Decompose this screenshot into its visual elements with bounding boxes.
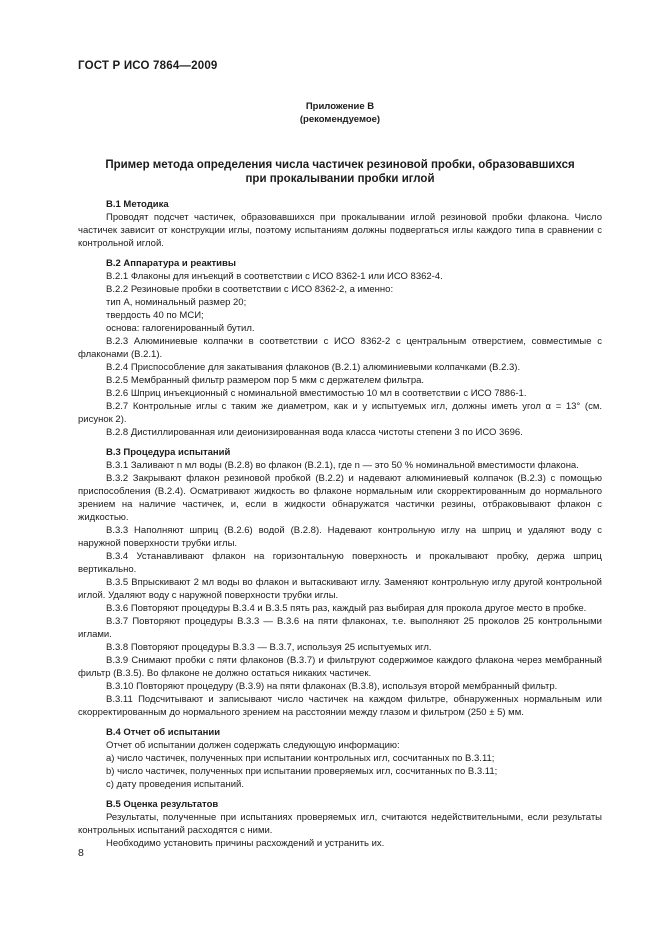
paragraph: Отчет об испытании должен содержать следующую информацию: [106,740,400,751]
page-number: 8 [78,847,84,859]
paragraph: твердость 40 по МСИ; [106,310,204,321]
appendix-label: Приложение В [305,101,375,112]
paragraph: В.2.4 Приспособление для закатывания флаконов (В.2.1) алюминиевыми колпачками (В.2.3). [106,362,521,373]
paragraph: Результаты, полученные при испытаниях проверяемых игл, считаются недействительными, если результаты контрольных испытаний расходятся с ними. [78,812,602,836]
paragraph: тип А, номинальный размер 20; [106,297,247,308]
paragraph: В.2.8 Дистиллированная или деионизированная вода класса чистоты степени 3 по ИСО 3696. [106,427,523,438]
list-item-b: b) число частичек, полученных при испытании проверяемых игл, сосчитанных по В.3.11; [106,766,498,777]
paragraph: В.3.6 Повторяют процедуры В.3.4 и В.3.5 пять раз, каждый раз выбирая для прокола другое место в пробке. [106,603,587,614]
document-code: ГОСТ Р ИСО 7864—2009 [78,60,218,72]
section-heading-b4: В.4 Отчет об испытании [106,727,221,738]
list-item-c: c) дату проведения испытаний. [106,779,244,790]
paragraph: В.3.2 Закрывают флакон резиновой пробкой (В.2.2) и надевают алюминиевый колпачок (В.2.3) с помощью приспособления (В.2.4). Осматривают жидкость во флаконе нормальным или скорректированным до нормального зрением на наличие частичек, и, если в жидкости обнаружатся частички резины, отбраковывают флакон с жидкостью. [78,473,602,523]
paragraph: В.2.7 Контрольные иглы с таким же диаметром, как и у испытуемых игл, должны иметь угол α = 13° (см. рисунок 2). [78,401,602,425]
paragraph: В.2.5 Мембранный фильтр размером пор 5 мкм с держателем фильтра. [106,375,425,386]
document-title-line-1: Пример метода определения числа частичек резиновой пробки, образовавшихся [105,159,575,171]
paragraph: В.3.8 Повторяют процедуры В.3.3 — В.3.7, используя 25 испытуемых игл. [106,642,432,653]
paragraph: В.2.3 Алюминиевые колпачки в соответствии с ИСО 8362-2 с центральным отверстием, совместимые с флаконами (В.2.1). [78,336,602,360]
paragraph: В.3.5 Впрыскивают 2 мл воды во флакон и вытаскивают иглу. Заменяют контрольную иглу другой контрольной иглой. Удаляют воду с наружной поверхности трубки иглы. [78,577,602,601]
paragraph: В.3.4 Устанавливают флакон на горизонтальную поверхность и прокалывают пробку, держа шприц вертикально. [78,551,602,575]
paragraph: В.3.10 Повторяют процедуру (В.3.9) на пяти флаконах (В.3.8), используя второй мембранный фильтр. [106,681,558,692]
paragraph: В.2.6 Шприц инъекционный с номинальной вместимостью 10 мл в соответствии с ИСО 7886-1. [106,388,527,399]
appendix-note: (рекомендуемое) [299,114,381,125]
document-title-line-2: при прокалывании пробки иглой [245,172,435,185]
paragraph: В.2.2 Резиновые пробки в соответствии с ИСО 8362-2, а именно: [106,284,394,295]
paragraph: В.3.3 Наполняют шприц (В.2.6) водой (В.2.8). Надевают контрольную иглу на шприц и удаляют воду с наружной поверхности трубки иглы. [78,525,602,549]
paragraph: В.3.1 Заливают n мл воды (В.2.8) во флакон (В.2.1), где n — это 50 % номинальной вместимости флакона. [106,460,579,471]
document-title [78,159,602,186]
paragraph: В.3.7 Повторяют процедуры В.3.3 — В.3.6 на пяти флаконах, т.е. выполняют 25 проколов 25 контрольными иглами. [78,616,602,640]
paragraph: Проводят подсчет частичек, образовавшихся при прокалывании иглой резиновой пробки флакона. Число частичек зависит от конструкции иглы, поэтому испытаниям должны подвергаться иглы каждого типа в сравнении с контрольной иглой. [78,212,602,249]
paragraph: основа: галогенированный бутил. [106,323,255,334]
paragraph: В.3.9 Снимают пробки с пяти флаконов (В.3.7) и фильтруют содержимое каждого флакона через мембранный фильтр (В.3.5). Во флаконе не должно остаться никаких частичек. [78,655,602,679]
section-heading-b1: В.1 Методика [106,199,169,210]
paragraph: Необходимо установить причины расхождений и устранить их. [106,838,385,849]
list-item-a: a) число частичек, полученных при испытании контрольных игл, сосчитанных по В.3.11; [106,753,495,764]
document-body [78,198,602,850]
section-heading-b2: В.2 Аппаратура и реактивы [106,258,236,269]
paragraph: В.3.11 Подсчитывают и записывают число частичек на каждом фильтре, обнаруженных нормальным или скорректированным до нормального зрением на расстоянии между глазом и фильтром (250 ± 5) мм. [78,694,602,718]
appendix-header [78,100,602,126]
paragraph: В.2.1 Флаконы для инъекций в соответствии с ИСО 8362-1 или ИСО 8362-4. [106,271,443,282]
section-heading-b3: В.3 Процедура испытаний [106,447,231,458]
section-heading-b5: В.5 Оценка результатов [106,799,219,810]
